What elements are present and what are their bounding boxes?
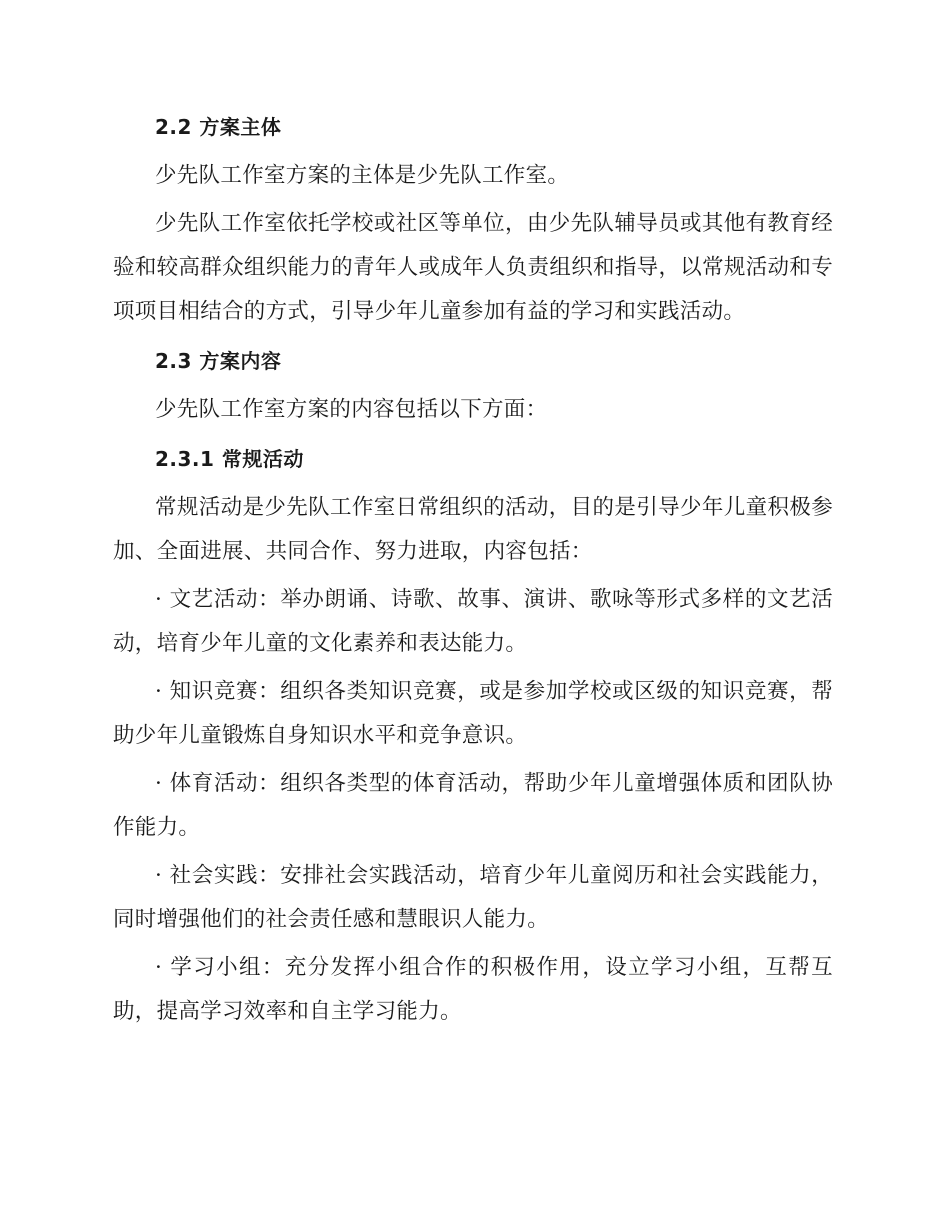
- section-heading-2-2: 2.2 方案主体: [155, 115, 282, 139]
- paragraph: 常规活动是少先队工作室日常组织的活动，目的是引导少年儿童积极参加、全面进展、共同合作、努力进取，内容包括：: [113, 495, 833, 564]
- list-item-arts: · 文艺活动：举办朗诵、诗歌、故事、演讲、歌咏等形式多样的文艺活动，培育少年儿童的文化素养和表达能力。: [113, 587, 833, 656]
- paragraph: 少先队工作室方案的内容包括以下方面：: [155, 397, 548, 422]
- section-heading-2-3: 2.3 方案内容: [155, 349, 282, 373]
- paragraph: 少先队工作室方案的主体是少先队工作室。: [155, 163, 570, 188]
- document-body: [113, 104, 833, 1038]
- list-item-quiz: · 知识竞赛：组织各类知识竞赛，或是参加学校或区级的知识竞赛，帮助少年儿童锻炼自身知识水平和竞争意识。: [113, 679, 833, 748]
- list-item-sports: · 体育活动：组织各类型的体育活动，帮助少年儿童增强体质和团队协作能力。: [113, 771, 833, 840]
- list-item-social-practice: · 社会实践：安排社会实践活动，培育少年儿童阅历和社会实践能力，同时增强他们的社会责任感和慧眼识人能力。: [113, 863, 833, 932]
- list-item-study-group: · 学习小组：充分发挥小组合作的积极作用，设立学习小组，互帮互助，提高学习效率和自主学习能力。: [113, 955, 833, 1024]
- section-heading-2-3-1: 2.3.1 常规活动: [155, 447, 304, 471]
- paragraph: 少先队工作室依托学校或社区等单位，由少先队辅导员或其他有教育经验和较高群众组织能力的青年人或成年人负责组织和指导，以常规活动和专项项目相结合的方式，引导少年儿童参加有益的学习和实践活动。: [113, 211, 833, 324]
